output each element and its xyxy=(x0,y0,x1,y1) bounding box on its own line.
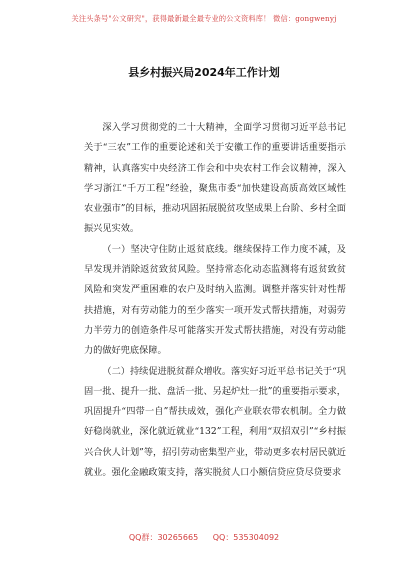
document-title: 县乡村振兴局2024年工作计划 xyxy=(128,66,280,79)
footer-qq: QQ：535304092 xyxy=(212,533,280,542)
paragraph-intro: 深入学习贯彻党的二十大精神，全面学习贯彻习近平总书记关于“三农”工作的重要论述和关于安徽工作的重要讲话重要指示精神，认真落实中央经济工作会和中央农村工作会议精神，深入学习浙江“千万工程”经验，聚焦市委“加快建设高质高效区域性农业强市”的目标，推动巩固拓展脱贫攻坚成果上台阶、乡村全面振兴见实效。 xyxy=(84,122,346,235)
paragraph-section-1: （一）坚决守住防止返贫底线。继续保持工作力度不减，及早发现并消除返贫致贫风险。坚持常态化动态监测将有返贫致贫风险和突发严重困难的农户及时纳入监测。调整并落实针对性帮扶措施，对有劳动能力的至少落实一项开发式帮扶措施，对弱劳力半劳力的创造条件尽可能落实开发式帮扶措施，对没有劳动能力的做好兜底保障。 xyxy=(84,243,346,357)
document-body xyxy=(84,118,346,483)
header-banner: 关注头条号"公文研究"，获得最新最全最专业的公文资料库！ 微信：gongwenyj xyxy=(71,14,337,23)
footer-qq-group: QQ群：30265665 xyxy=(128,533,199,542)
paragraph-section-2: （二）持续促进脱贫群众增收。落实好习近平总书记关于“巩固一批、提升一批、盘活一批、另起炉灶一批”的重要指示要求，巩固提升“四带一自”帮扶成效，强化产业联农带农机制。全力做好稳岗就业，深化就近就业“132”工程，利用“双招双引”“乡村振兴合伙人计划”等，招引劳动密集型产业，带动更多农村居民就近就业。强化金融政策支持，落实脱贫人口小额信贷应贷尽贷要求 xyxy=(84,365,346,479)
footer-contact xyxy=(0,532,408,543)
